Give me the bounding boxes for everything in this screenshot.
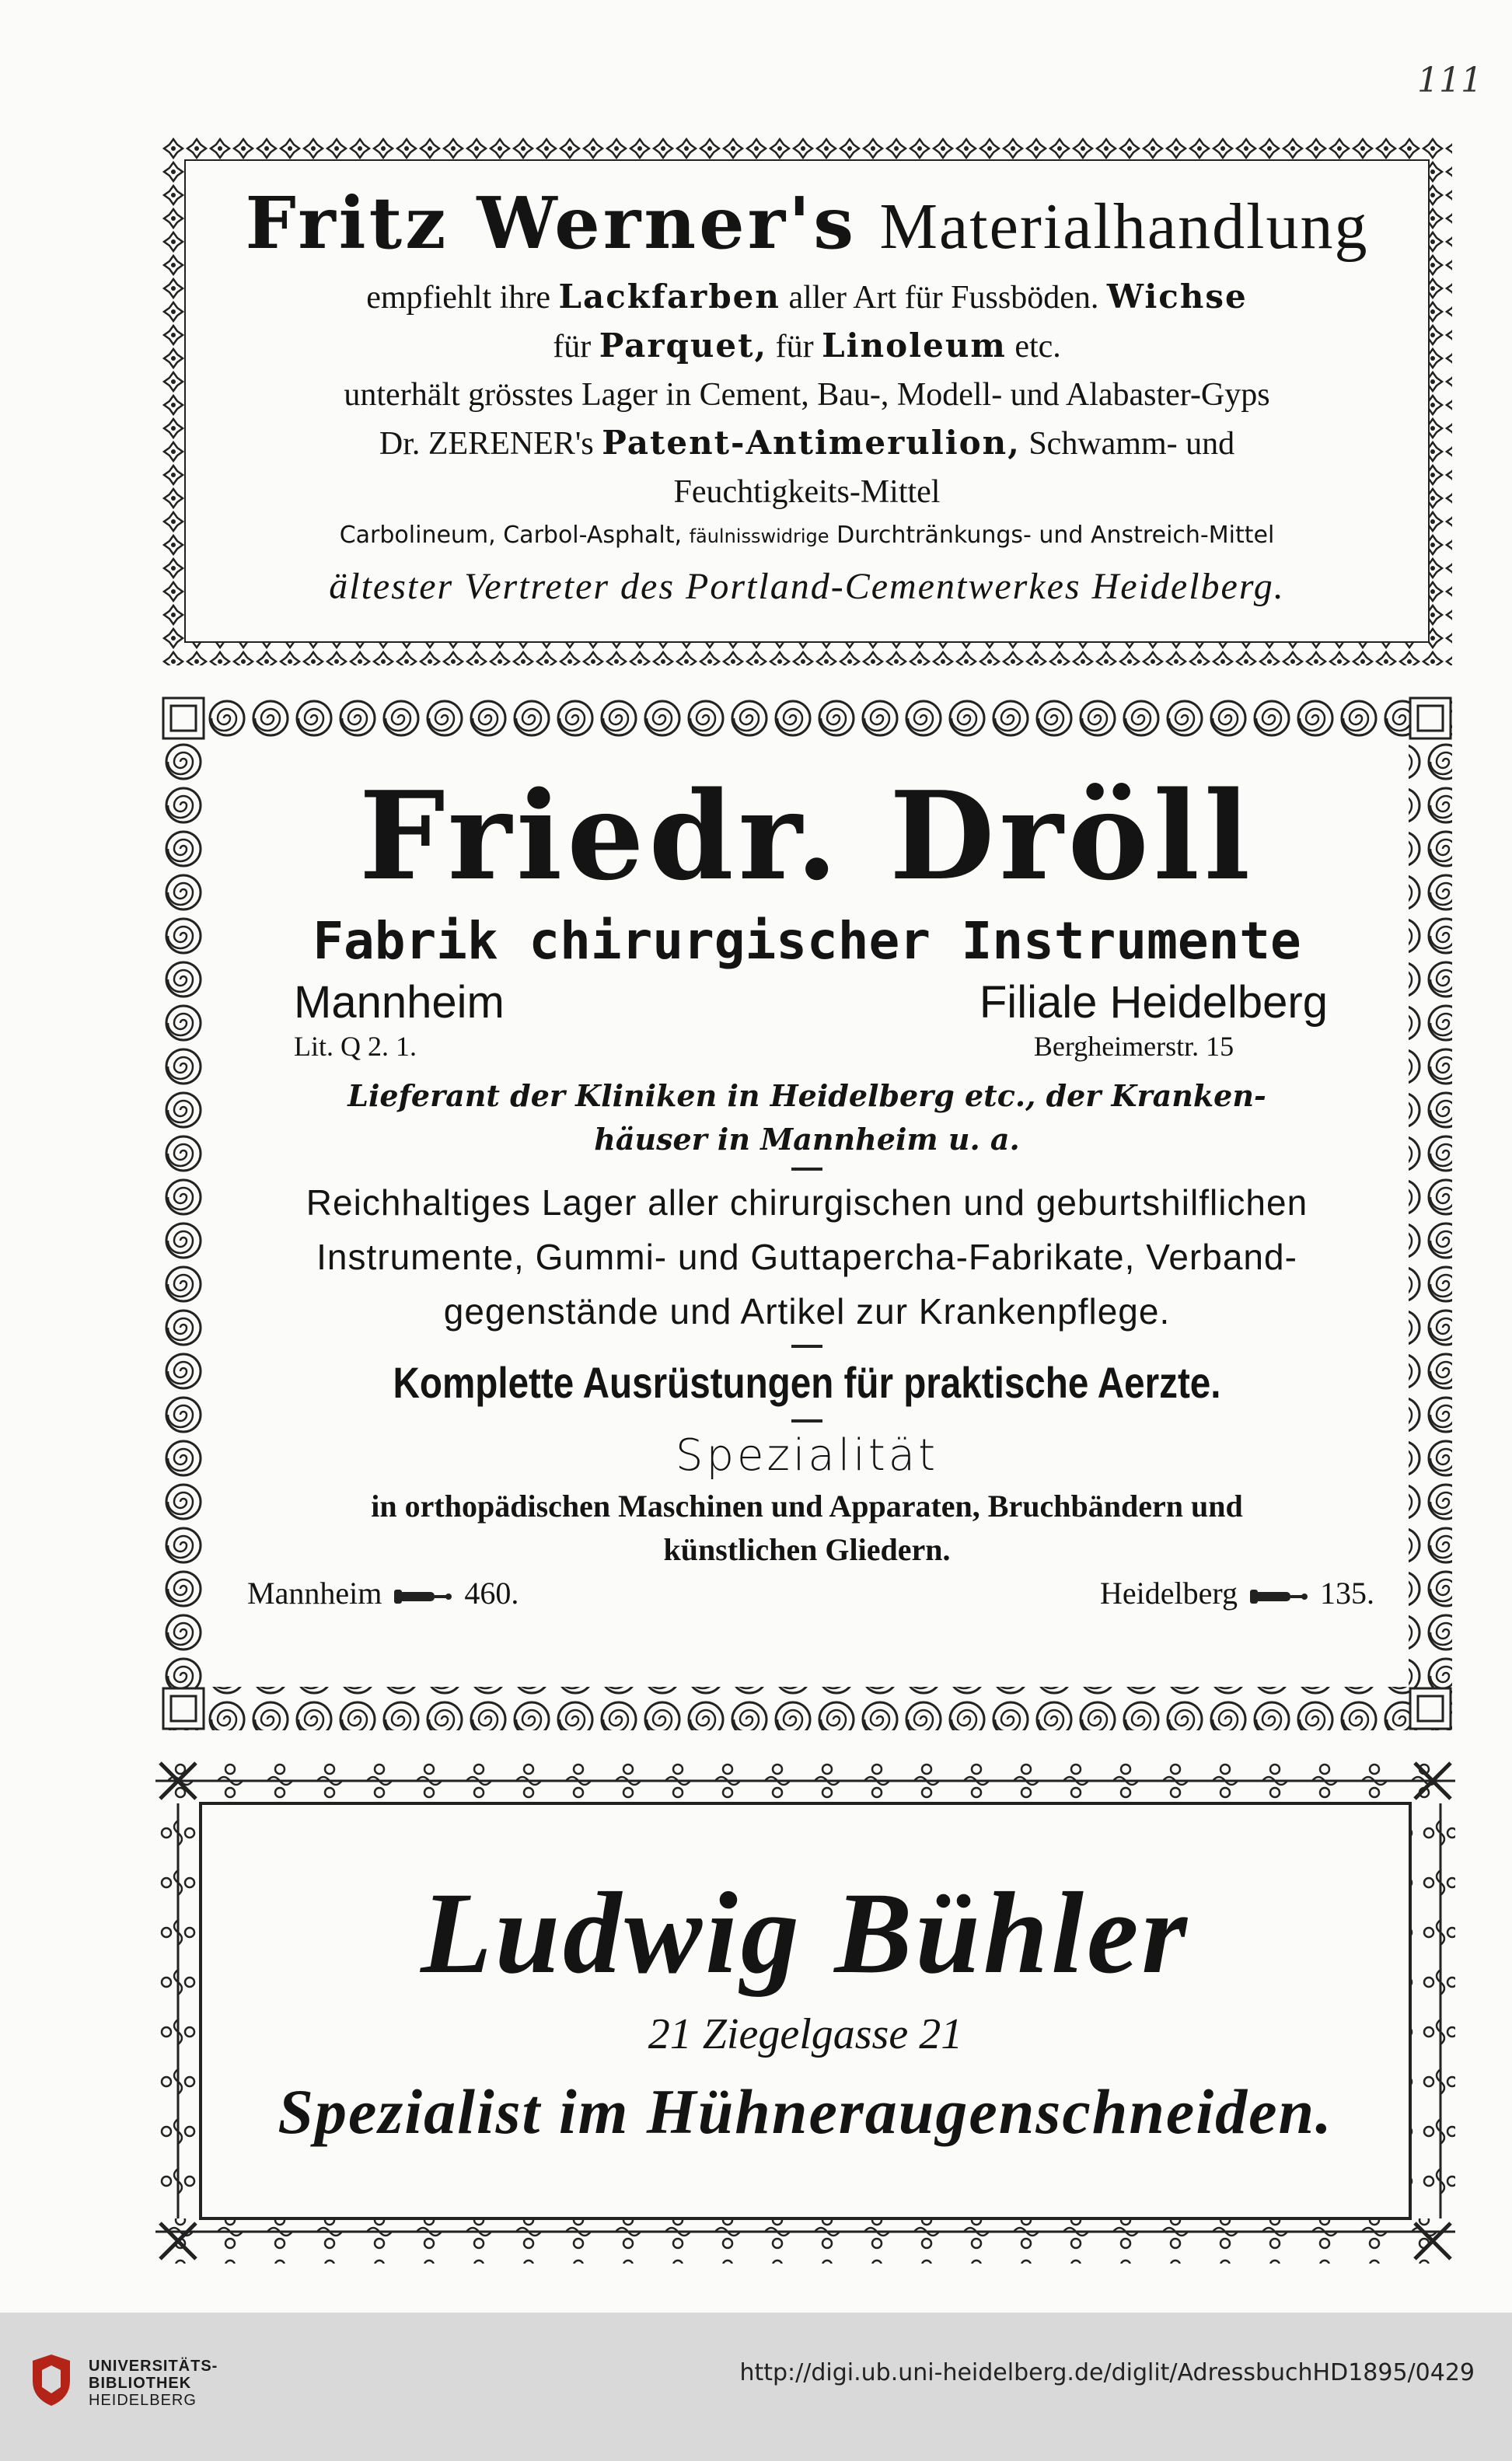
divider: [791, 1345, 822, 1348]
library-logo-icon: [28, 2353, 75, 2407]
ad-friedr-droell: [162, 696, 1452, 1730]
ad2-address-right: Bergheimerstr. 15: [1033, 1031, 1234, 1062]
ad2-stock-line2: Instrumente, Gummi- und Guttapercha-Fabrikate, Verband-: [316, 1237, 1297, 1277]
ad1-title: [211, 177, 1402, 273]
ad2-stock-line1: Reichhaltiges Lager aller chirurgischen und geburtshilflichen: [306, 1182, 1308, 1223]
divider: [791, 1419, 822, 1422]
ad2-supplier-line1: Lieferant der Kliniken in Heidelberg etc., der Kranken-: [347, 1078, 1266, 1113]
ad2-subtitle: Fabrik chirurgischer Instrumente: [313, 911, 1301, 971]
divider: [791, 1168, 822, 1171]
ad2-phone-right: Heidelberg 135.: [1100, 1576, 1374, 1611]
ad2-phones: [232, 1572, 1382, 1615]
ad-ludwig-buehler: [155, 1758, 1455, 2264]
viewer-footer: [0, 2313, 1512, 2461]
ad-fritz-werner: [162, 137, 1452, 665]
ad3-specialty: Spezialist im Hühneraugenschneiden.: [278, 2076, 1333, 2147]
ad2-city-right: Filiale Heidelberg: [979, 977, 1328, 1028]
ad1-line7: ältester Vertreter des Portland-Cementwerkes Heidelberg.: [329, 566, 1285, 607]
ad2-address-left: Lit. Q 2. 1.: [294, 1031, 417, 1062]
ad1-line5: Feuchtigkeits-Mittel: [673, 474, 941, 510]
ad1-title-bold: Fritz Werner's: [245, 181, 857, 265]
ad2-specialty-line1: in orthopädischen Maschinen und Apparaten, Bruchbändern und: [371, 1489, 1243, 1524]
ad2-stock-line3: gegenstände und Artikel zur Krankenpflege.: [443, 1291, 1171, 1332]
ad1-line2: für Parquet, für Linoleum etc.: [553, 326, 1061, 365]
ad2-phone-left: Mannheim 460.: [247, 1576, 519, 1611]
ad2-specialty-heading: Spezialität: [675, 1430, 939, 1481]
library-name: UNIVERSITÄTS- BIBLIOTHEK HEIDELBERG: [89, 2358, 218, 2409]
ad1-line6: Carbolineum, Carbol-Asphalt, fäulnisswidrige Durchtränkungs- und Anstreich-Mittel: [339, 522, 1275, 549]
ad1-line4: Dr. ZERENER's Patent-Antimerulion, Schwamm- und: [379, 424, 1235, 462]
ad2-locations: [232, 976, 1382, 1063]
telephone-icon: [1250, 1588, 1308, 1605]
ad2-specialty-line2: künstlichen Gliedern.: [663, 1532, 951, 1567]
page-number: 111: [1417, 61, 1482, 100]
ad2-company-name: Friedr. Dröll: [358, 765, 1255, 907]
ad2-city-left: Mannheim: [294, 977, 505, 1028]
telephone-icon: [394, 1588, 452, 1605]
ad1-line3: unterhält grösstes Lager in Cement, Bau-, Modell- und Alabaster-Gyps: [344, 377, 1270, 413]
ad2-supplier-line2: häuser in Mannheim u. a.: [594, 1122, 1020, 1157]
ad3-address: 21 Ziegelgasse 21: [648, 2010, 963, 2058]
ad3-name: Ludwig Bühler: [421, 1869, 1190, 1998]
ad1-line1: empfiehlt ihre Lackfarben aller Art für Fussböden. Wichse: [366, 278, 1248, 316]
ad1-title-light: Materialhandlung: [879, 190, 1369, 263]
source-url-link[interactable]: http://digi.ub.uni-heidelberg.de/diglit/AdressbuchHD1895/0429: [739, 2359, 1475, 2386]
ad2-complete: Komplette Ausrüstungen für praktische Aerzte.: [393, 1358, 1221, 1407]
